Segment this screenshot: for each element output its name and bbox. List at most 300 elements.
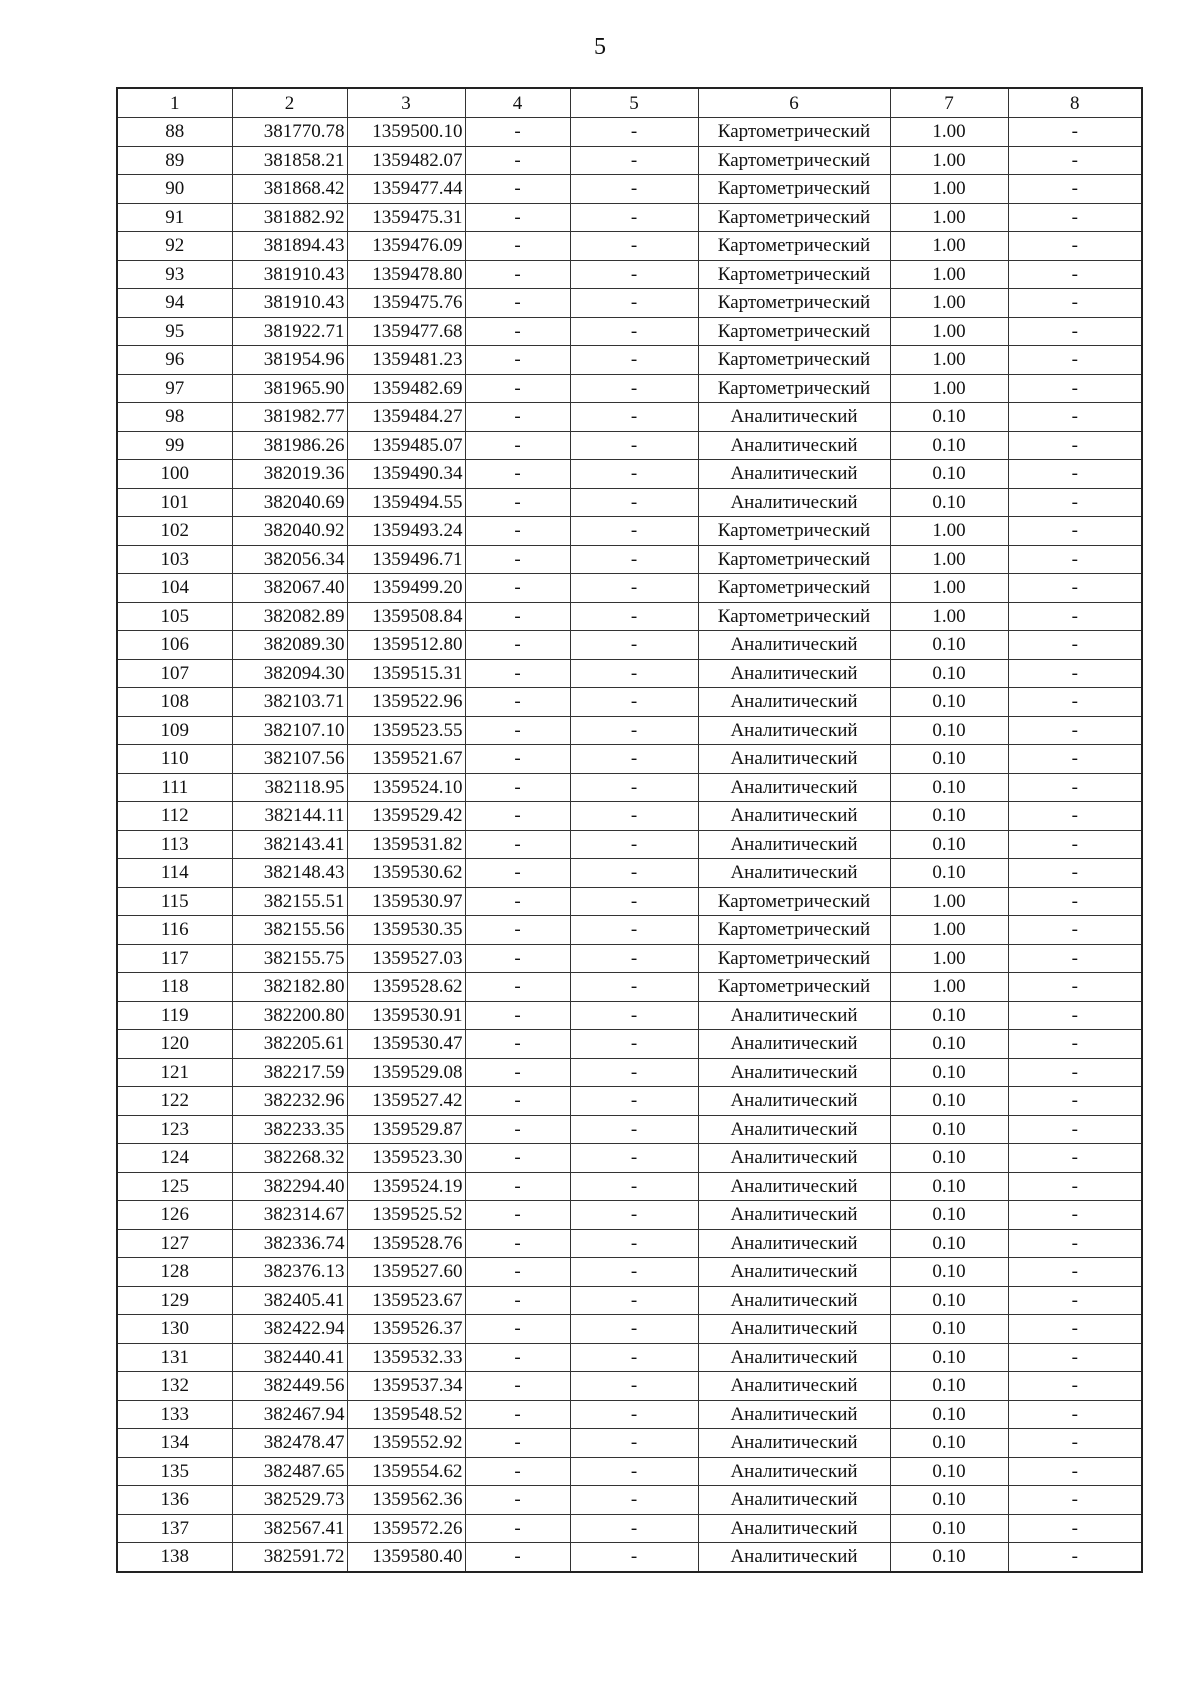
cell-col-4: - <box>465 460 570 489</box>
cell-point-number: 129 <box>117 1286 232 1315</box>
cell-point-number: 135 <box>117 1457 232 1486</box>
table-row <box>117 1030 1142 1059</box>
cell-coord-y: 1359523.55 <box>347 716 465 745</box>
cell-point-number: 94 <box>117 289 232 318</box>
cell-coord-x: 382118.95 <box>232 773 347 802</box>
cell-col-8: - <box>1008 175 1142 204</box>
cell-point-number: 99 <box>117 431 232 460</box>
cell-point-number: 102 <box>117 517 232 546</box>
cell-col-5: - <box>570 175 698 204</box>
cell-method: Аналитический <box>698 1543 890 1572</box>
cell-col-8: - <box>1008 1514 1142 1543</box>
cell-coord-y: 1359530.62 <box>347 859 465 888</box>
header-row <box>117 88 1142 118</box>
cell-col-8: - <box>1008 631 1142 660</box>
cell-coord-y: 1359508.84 <box>347 602 465 631</box>
cell-method: Аналитический <box>698 1030 890 1059</box>
column-header-1: 1 <box>117 88 232 118</box>
cell-accuracy: 1.00 <box>890 175 1008 204</box>
cell-col-4: - <box>465 1144 570 1173</box>
cell-col-8: - <box>1008 203 1142 232</box>
table-row <box>117 1486 1142 1515</box>
cell-method: Аналитический <box>698 431 890 460</box>
cell-accuracy: 1.00 <box>890 944 1008 973</box>
cell-coord-y: 1359496.71 <box>347 545 465 574</box>
cell-point-number: 114 <box>117 859 232 888</box>
cell-point-number: 132 <box>117 1372 232 1401</box>
cell-accuracy: 0.10 <box>890 1343 1008 1372</box>
cell-accuracy: 0.10 <box>890 403 1008 432</box>
table-row <box>117 745 1142 774</box>
table-row <box>117 1286 1142 1315</box>
cell-col-8: - <box>1008 773 1142 802</box>
table-row <box>117 802 1142 831</box>
cell-coord-x: 382107.56 <box>232 745 347 774</box>
cell-accuracy: 1.00 <box>890 574 1008 603</box>
cell-coord-y: 1359482.07 <box>347 146 465 175</box>
cell-coord-x: 381894.43 <box>232 232 347 261</box>
cell-accuracy: 1.00 <box>890 602 1008 631</box>
cell-col-8: - <box>1008 317 1142 346</box>
cell-coord-y: 1359529.42 <box>347 802 465 831</box>
cell-method: Картометрический <box>698 602 890 631</box>
cell-col-5: - <box>570 973 698 1002</box>
cell-coord-x: 382232.96 <box>232 1087 347 1116</box>
cell-coord-x: 382155.51 <box>232 887 347 916</box>
cell-method: Картометрический <box>698 887 890 916</box>
cell-method: Аналитический <box>698 659 890 688</box>
cell-coord-x: 382019.36 <box>232 460 347 489</box>
table-row <box>117 118 1142 147</box>
cell-col-4: - <box>465 830 570 859</box>
cell-method: Картометрический <box>698 374 890 403</box>
cell-accuracy: 0.10 <box>890 1115 1008 1144</box>
cell-accuracy: 1.00 <box>890 545 1008 574</box>
cell-col-5: - <box>570 403 698 432</box>
cell-col-4: - <box>465 260 570 289</box>
cell-coord-x: 382422.94 <box>232 1315 347 1344</box>
cell-method: Картометрический <box>698 317 890 346</box>
cell-point-number: 119 <box>117 1001 232 1030</box>
cell-coord-x: 381986.26 <box>232 431 347 460</box>
cell-col-5: - <box>570 203 698 232</box>
cell-col-5: - <box>570 1258 698 1287</box>
cell-point-number: 90 <box>117 175 232 204</box>
cell-method: Аналитический <box>698 1286 890 1315</box>
cell-accuracy: 0.10 <box>890 1058 1008 1087</box>
cell-col-5: - <box>570 545 698 574</box>
cell-coord-x: 381965.90 <box>232 374 347 403</box>
cell-coord-x: 382148.43 <box>232 859 347 888</box>
cell-coord-y: 1359529.08 <box>347 1058 465 1087</box>
cell-col-5: - <box>570 1144 698 1173</box>
cell-point-number: 134 <box>117 1429 232 1458</box>
cell-accuracy: 1.00 <box>890 517 1008 546</box>
table-row <box>117 1514 1142 1543</box>
column-header-5: 5 <box>570 88 698 118</box>
cell-accuracy: 0.10 <box>890 1486 1008 1515</box>
cell-point-number: 133 <box>117 1400 232 1429</box>
table-row <box>117 1087 1142 1116</box>
cell-method: Аналитический <box>698 773 890 802</box>
cell-col-4: - <box>465 745 570 774</box>
table-row <box>117 260 1142 289</box>
cell-col-8: - <box>1008 1058 1142 1087</box>
cell-accuracy: 0.10 <box>890 488 1008 517</box>
cell-point-number: 126 <box>117 1201 232 1230</box>
cell-col-5: - <box>570 346 698 375</box>
cell-coord-x: 382478.47 <box>232 1429 347 1458</box>
cell-method: Аналитический <box>698 1115 890 1144</box>
table-row <box>117 431 1142 460</box>
cell-coord-x: 381868.42 <box>232 175 347 204</box>
cell-accuracy: 0.10 <box>890 716 1008 745</box>
cell-coord-x: 382467.94 <box>232 1400 347 1429</box>
cell-coord-x: 382155.56 <box>232 916 347 945</box>
table-row <box>117 1429 1142 1458</box>
cell-col-4: - <box>465 1058 570 1087</box>
cell-method: Картометрический <box>698 944 890 973</box>
table-row <box>117 1400 1142 1429</box>
cell-method: Картометрический <box>698 175 890 204</box>
cell-col-8: - <box>1008 1001 1142 1030</box>
cell-col-4: - <box>465 203 570 232</box>
cell-col-4: - <box>465 517 570 546</box>
cell-col-4: - <box>465 1286 570 1315</box>
table-row <box>117 1229 1142 1258</box>
table-row <box>117 488 1142 517</box>
cell-col-5: - <box>570 631 698 660</box>
cell-col-5: - <box>570 431 698 460</box>
cell-col-8: - <box>1008 1286 1142 1315</box>
cell-col-4: - <box>465 403 570 432</box>
cell-coord-x: 382040.69 <box>232 488 347 517</box>
cell-point-number: 96 <box>117 346 232 375</box>
cell-coord-y: 1359482.69 <box>347 374 465 403</box>
cell-col-8: - <box>1008 517 1142 546</box>
table-row <box>117 1144 1142 1173</box>
cell-method: Аналитический <box>698 802 890 831</box>
cell-coord-y: 1359475.76 <box>347 289 465 318</box>
cell-col-5: - <box>570 1514 698 1543</box>
cell-col-5: - <box>570 289 698 318</box>
cell-accuracy: 0.10 <box>890 460 1008 489</box>
table-row <box>117 175 1142 204</box>
table-header <box>117 88 1142 118</box>
cell-coord-x: 382487.65 <box>232 1457 347 1486</box>
cell-coord-x: 382567.41 <box>232 1514 347 1543</box>
table-row <box>117 716 1142 745</box>
cell-col-4: - <box>465 1514 570 1543</box>
table-row <box>117 1172 1142 1201</box>
cell-coord-y: 1359531.82 <box>347 830 465 859</box>
cell-coord-y: 1359554.62 <box>347 1457 465 1486</box>
cell-col-5: - <box>570 830 698 859</box>
cell-col-5: - <box>570 1286 698 1315</box>
cell-coord-y: 1359525.52 <box>347 1201 465 1230</box>
cell-col-4: - <box>465 859 570 888</box>
cell-coord-x: 381910.43 <box>232 289 347 318</box>
cell-point-number: 115 <box>117 887 232 916</box>
cell-coord-y: 1359530.97 <box>347 887 465 916</box>
cell-point-number: 110 <box>117 745 232 774</box>
cell-col-5: - <box>570 146 698 175</box>
cell-method: Аналитический <box>698 745 890 774</box>
cell-point-number: 127 <box>117 1229 232 1258</box>
cell-coord-x: 382294.40 <box>232 1172 347 1201</box>
table-row <box>117 1372 1142 1401</box>
cell-col-8: - <box>1008 830 1142 859</box>
cell-accuracy: 1.00 <box>890 916 1008 945</box>
cell-point-number: 117 <box>117 944 232 973</box>
cell-col-4: - <box>465 916 570 945</box>
cell-accuracy: 0.10 <box>890 1229 1008 1258</box>
cell-coord-x: 382144.11 <box>232 802 347 831</box>
cell-col-4: - <box>465 1315 570 1344</box>
cell-col-5: - <box>570 317 698 346</box>
cell-col-4: - <box>465 1258 570 1287</box>
cell-point-number: 123 <box>117 1115 232 1144</box>
cell-col-8: - <box>1008 232 1142 261</box>
cell-col-5: - <box>570 1115 698 1144</box>
cell-col-4: - <box>465 374 570 403</box>
cell-method: Аналитический <box>698 1087 890 1116</box>
cell-coord-y: 1359528.62 <box>347 973 465 1002</box>
cell-col-8: - <box>1008 545 1142 574</box>
cell-col-5: - <box>570 1457 698 1486</box>
cell-point-number: 98 <box>117 403 232 432</box>
cell-col-4: - <box>465 1429 570 1458</box>
cell-accuracy: 0.10 <box>890 1087 1008 1116</box>
cell-coord-y: 1359478.80 <box>347 260 465 289</box>
cell-col-5: - <box>570 745 698 774</box>
cell-coord-y: 1359493.24 <box>347 517 465 546</box>
cell-col-4: - <box>465 146 570 175</box>
cell-col-4: - <box>465 1457 570 1486</box>
table-row <box>117 859 1142 888</box>
cell-col-5: - <box>570 1058 698 1087</box>
table-row <box>117 887 1142 916</box>
cell-col-8: - <box>1008 1172 1142 1201</box>
cell-col-4: - <box>465 545 570 574</box>
cell-accuracy: 0.10 <box>890 659 1008 688</box>
cell-col-5: - <box>570 1372 698 1401</box>
cell-coord-y: 1359522.96 <box>347 688 465 717</box>
table-row <box>117 1201 1142 1230</box>
cell-coord-x: 381770.78 <box>232 118 347 147</box>
cell-col-4: - <box>465 1343 570 1372</box>
cell-coord-x: 382067.40 <box>232 574 347 603</box>
cell-col-8: - <box>1008 431 1142 460</box>
cell-col-5: - <box>570 232 698 261</box>
cell-coord-y: 1359548.52 <box>347 1400 465 1429</box>
cell-coord-x: 382200.80 <box>232 1001 347 1030</box>
cell-col-5: - <box>570 602 698 631</box>
cell-col-8: - <box>1008 1115 1142 1144</box>
cell-col-4: - <box>465 289 570 318</box>
cell-coord-y: 1359515.31 <box>347 659 465 688</box>
table-row <box>117 631 1142 660</box>
cell-col-8: - <box>1008 887 1142 916</box>
cell-method: Аналитический <box>698 1258 890 1287</box>
cell-col-4: - <box>465 602 570 631</box>
cell-accuracy: 1.00 <box>890 118 1008 147</box>
cell-col-5: - <box>570 374 698 403</box>
cell-col-5: - <box>570 1486 698 1515</box>
table-row <box>117 545 1142 574</box>
cell-accuracy: 1.00 <box>890 346 1008 375</box>
cell-col-5: - <box>570 659 698 688</box>
cell-method: Картометрический <box>698 517 890 546</box>
cell-col-4: - <box>465 1001 570 1030</box>
cell-method: Аналитический <box>698 403 890 432</box>
cell-method: Аналитический <box>698 716 890 745</box>
cell-col-8: - <box>1008 688 1142 717</box>
cell-coord-y: 1359527.03 <box>347 944 465 973</box>
cell-col-5: - <box>570 574 698 603</box>
cell-col-4: - <box>465 1486 570 1515</box>
cell-method: Аналитический <box>698 859 890 888</box>
cell-point-number: 137 <box>117 1514 232 1543</box>
cell-col-4: - <box>465 317 570 346</box>
cell-accuracy: 0.10 <box>890 859 1008 888</box>
cell-col-8: - <box>1008 1229 1142 1258</box>
cell-coord-y: 1359526.37 <box>347 1315 465 1344</box>
cell-coord-x: 381882.92 <box>232 203 347 232</box>
cell-coord-x: 382591.72 <box>232 1543 347 1572</box>
cell-coord-y: 1359552.92 <box>347 1429 465 1458</box>
cell-col-4: - <box>465 1400 570 1429</box>
cell-col-4: - <box>465 431 570 460</box>
cell-coord-x: 382082.89 <box>232 602 347 631</box>
cell-col-8: - <box>1008 1543 1142 1572</box>
cell-col-8: - <box>1008 1087 1142 1116</box>
cell-coord-y: 1359527.42 <box>347 1087 465 1116</box>
cell-accuracy: 1.00 <box>890 146 1008 175</box>
cell-point-number: 136 <box>117 1486 232 1515</box>
cell-col-8: - <box>1008 1030 1142 1059</box>
cell-coord-x: 382336.74 <box>232 1229 347 1258</box>
cell-accuracy: 0.10 <box>890 688 1008 717</box>
cell-col-5: - <box>570 802 698 831</box>
table-row <box>117 916 1142 945</box>
table-row <box>117 517 1142 546</box>
cell-col-4: - <box>465 346 570 375</box>
cell-col-4: - <box>465 716 570 745</box>
cell-accuracy: 0.10 <box>890 802 1008 831</box>
cell-coord-x: 382268.32 <box>232 1144 347 1173</box>
cell-col-8: - <box>1008 1486 1142 1515</box>
cell-col-8: - <box>1008 346 1142 375</box>
cell-col-4: - <box>465 659 570 688</box>
cell-point-number: 89 <box>117 146 232 175</box>
cell-point-number: 91 <box>117 203 232 232</box>
cell-col-8: - <box>1008 1201 1142 1230</box>
cell-coord-x: 382182.80 <box>232 973 347 1002</box>
cell-method: Картометрический <box>698 574 890 603</box>
cell-coord-y: 1359537.34 <box>347 1372 465 1401</box>
table-row <box>117 602 1142 631</box>
cell-col-4: - <box>465 773 570 802</box>
cell-col-8: - <box>1008 1144 1142 1173</box>
cell-col-4: - <box>465 887 570 916</box>
cell-coord-y: 1359477.68 <box>347 317 465 346</box>
cell-method: Аналитический <box>698 830 890 859</box>
cell-accuracy: 0.10 <box>890 1372 1008 1401</box>
cell-col-4: - <box>465 802 570 831</box>
cell-method: Картометрический <box>698 118 890 147</box>
cell-method: Картометрический <box>698 916 890 945</box>
cell-col-5: - <box>570 1429 698 1458</box>
cell-method: Аналитический <box>698 1144 890 1173</box>
cell-method: Аналитический <box>698 1372 890 1401</box>
table-row <box>117 203 1142 232</box>
cell-accuracy: 0.10 <box>890 1201 1008 1230</box>
table-row <box>117 574 1142 603</box>
table-row <box>117 146 1142 175</box>
table-row <box>117 232 1142 261</box>
cell-point-number: 130 <box>117 1315 232 1344</box>
cell-col-8: - <box>1008 289 1142 318</box>
cell-coord-y: 1359523.30 <box>347 1144 465 1173</box>
cell-accuracy: 0.10 <box>890 431 1008 460</box>
cell-point-number: 100 <box>117 460 232 489</box>
cell-accuracy: 1.00 <box>890 374 1008 403</box>
cell-accuracy: 0.10 <box>890 1144 1008 1173</box>
cell-accuracy: 1.00 <box>890 887 1008 916</box>
cell-col-5: - <box>570 859 698 888</box>
cell-point-number: 122 <box>117 1087 232 1116</box>
cell-point-number: 101 <box>117 488 232 517</box>
cell-col-4: - <box>465 574 570 603</box>
cell-col-8: - <box>1008 403 1142 432</box>
cell-point-number: 118 <box>117 973 232 1002</box>
cell-coord-x: 381922.71 <box>232 317 347 346</box>
column-header-2: 2 <box>232 88 347 118</box>
cell-coord-y: 1359494.55 <box>347 488 465 517</box>
cell-coord-x: 382089.30 <box>232 631 347 660</box>
cell-col-8: - <box>1008 1315 1142 1344</box>
cell-coord-y: 1359521.67 <box>347 745 465 774</box>
cell-coord-y: 1359485.07 <box>347 431 465 460</box>
table-row <box>117 773 1142 802</box>
cell-coord-x: 381982.77 <box>232 403 347 432</box>
cell-col-5: - <box>570 1543 698 1572</box>
table-row <box>117 1001 1142 1030</box>
cell-point-number: 97 <box>117 374 232 403</box>
cell-col-5: - <box>570 773 698 802</box>
cell-col-8: - <box>1008 488 1142 517</box>
cell-col-8: - <box>1008 716 1142 745</box>
cell-coord-y: 1359562.36 <box>347 1486 465 1515</box>
cell-coord-y: 1359527.60 <box>347 1258 465 1287</box>
cell-method: Аналитический <box>698 1457 890 1486</box>
cell-col-4: - <box>465 944 570 973</box>
cell-col-8: - <box>1008 118 1142 147</box>
cell-method: Картометрический <box>698 973 890 1002</box>
cell-col-5: - <box>570 1400 698 1429</box>
cell-col-8: - <box>1008 973 1142 1002</box>
cell-method: Аналитический <box>698 460 890 489</box>
cell-col-8: - <box>1008 659 1142 688</box>
cell-coord-y: 1359572.26 <box>347 1514 465 1543</box>
cell-point-number: 109 <box>117 716 232 745</box>
cell-coord-y: 1359528.76 <box>347 1229 465 1258</box>
cell-coord-x: 382314.67 <box>232 1201 347 1230</box>
cell-coord-y: 1359523.67 <box>347 1286 465 1315</box>
cell-method: Картометрический <box>698 346 890 375</box>
cell-col-8: - <box>1008 260 1142 289</box>
